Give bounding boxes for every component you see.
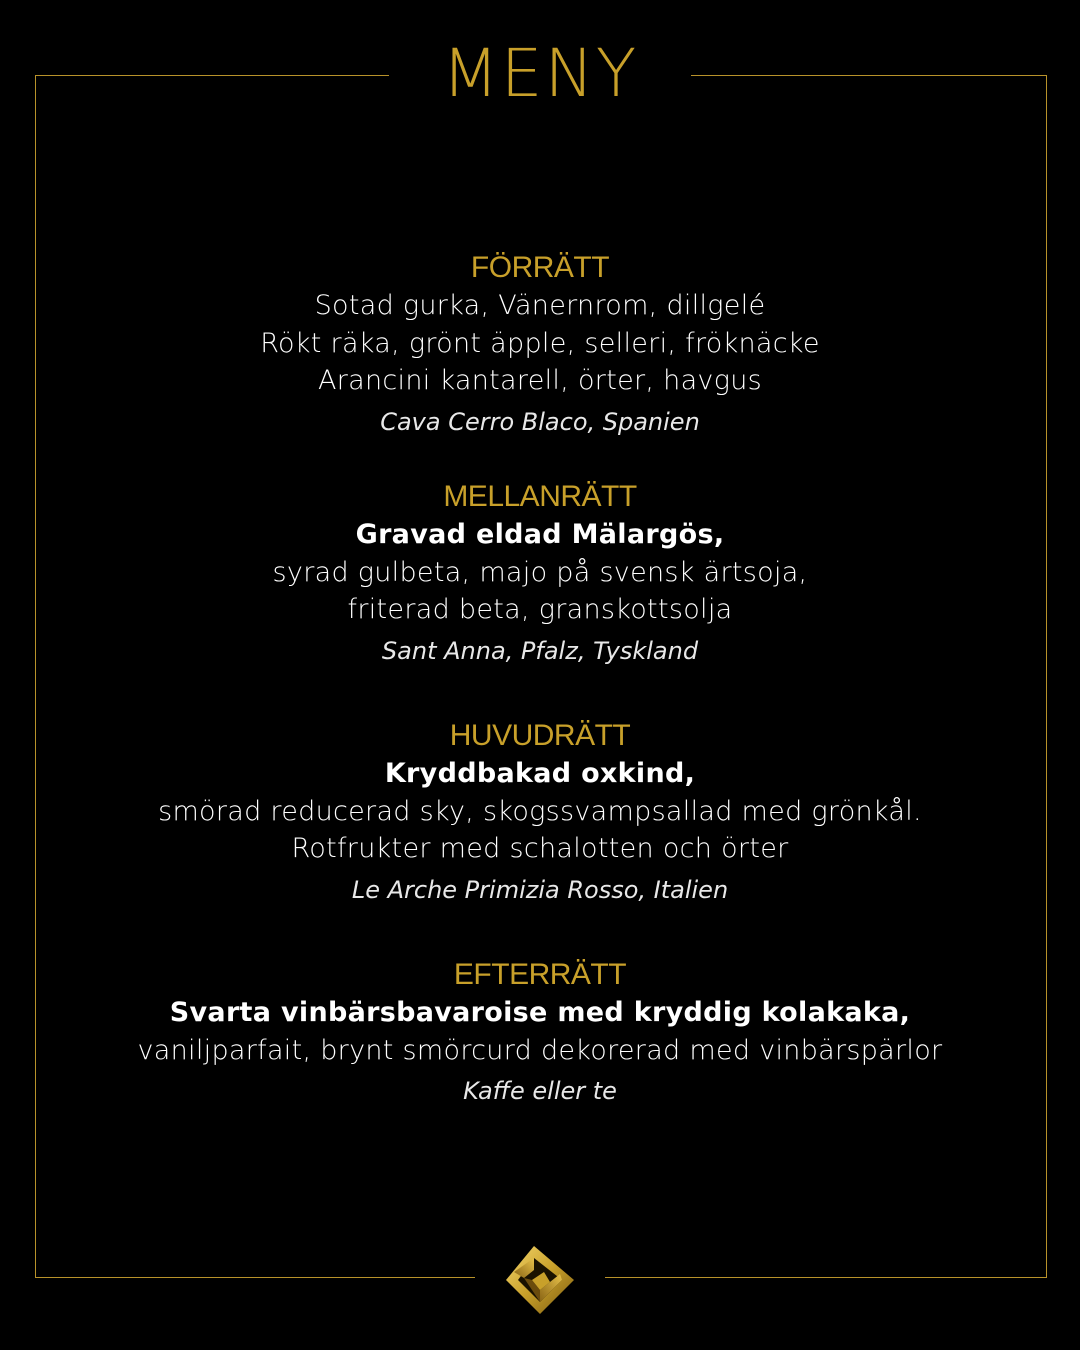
dish-line: Rotfrukter med schalotten och örter	[291, 833, 789, 864]
dish-title: Svarta vinbärsbavaroise med kryddig kolakaka,	[169, 997, 911, 1028]
dish-line: friterad beta, granskottsolja	[347, 594, 733, 625]
course-heading: EFTERRÄTT	[453, 958, 627, 991]
course-forratt	[60, 249, 1020, 438]
dish-title: Gravad eldad Mälargös,	[355, 519, 725, 550]
course-heading: HUVUDRÄTT	[449, 719, 631, 752]
course-mellanratt	[60, 478, 1020, 667]
dish-title: Kryddbakad oxkind,	[384, 758, 696, 789]
dish-line: syrad gulbeta, majo på svensk ärtsoja,	[272, 556, 808, 588]
dish-line: Rökt räka, grönt äpple, selleri, fröknäcke	[260, 327, 820, 359]
course-heading: FÖRRÄTT	[470, 251, 610, 284]
frame-bottom-right-line	[605, 1277, 1047, 1278]
course-heading: MELLANRÄTT	[443, 480, 637, 513]
course-huvudratt	[60, 717, 1020, 906]
course-efterratt	[60, 956, 1020, 1107]
logo-icon	[504, 1244, 576, 1316]
wine-pairing: Kaffe eller te	[463, 1077, 617, 1105]
dish-line: Arancini kantarell, örter, havgus	[317, 365, 762, 396]
wine-pairing: Le Arche Primizia Rosso, Italien	[351, 875, 729, 904]
dish-line: Sotad gurka, Vänernrom, dillgelé	[314, 290, 766, 321]
dish-line: smörad reducerad sky, skogssvampsallad med grönkål.	[158, 795, 922, 827]
page-title: MENY	[441, 35, 639, 112]
wine-pairing: Sant Anna, Pfalz, Tyskland	[381, 636, 699, 665]
frame-bottom-left-line	[35, 1277, 475, 1278]
frame-left-line	[35, 75, 36, 1278]
frame-right-line	[1046, 75, 1047, 1278]
wine-pairing: Cava Cerro Blaco, Spanien	[380, 407, 700, 436]
dish-line: vaniljparfait, brynt smörcurd dekorerad med vinbärspärlor	[137, 1034, 943, 1066]
